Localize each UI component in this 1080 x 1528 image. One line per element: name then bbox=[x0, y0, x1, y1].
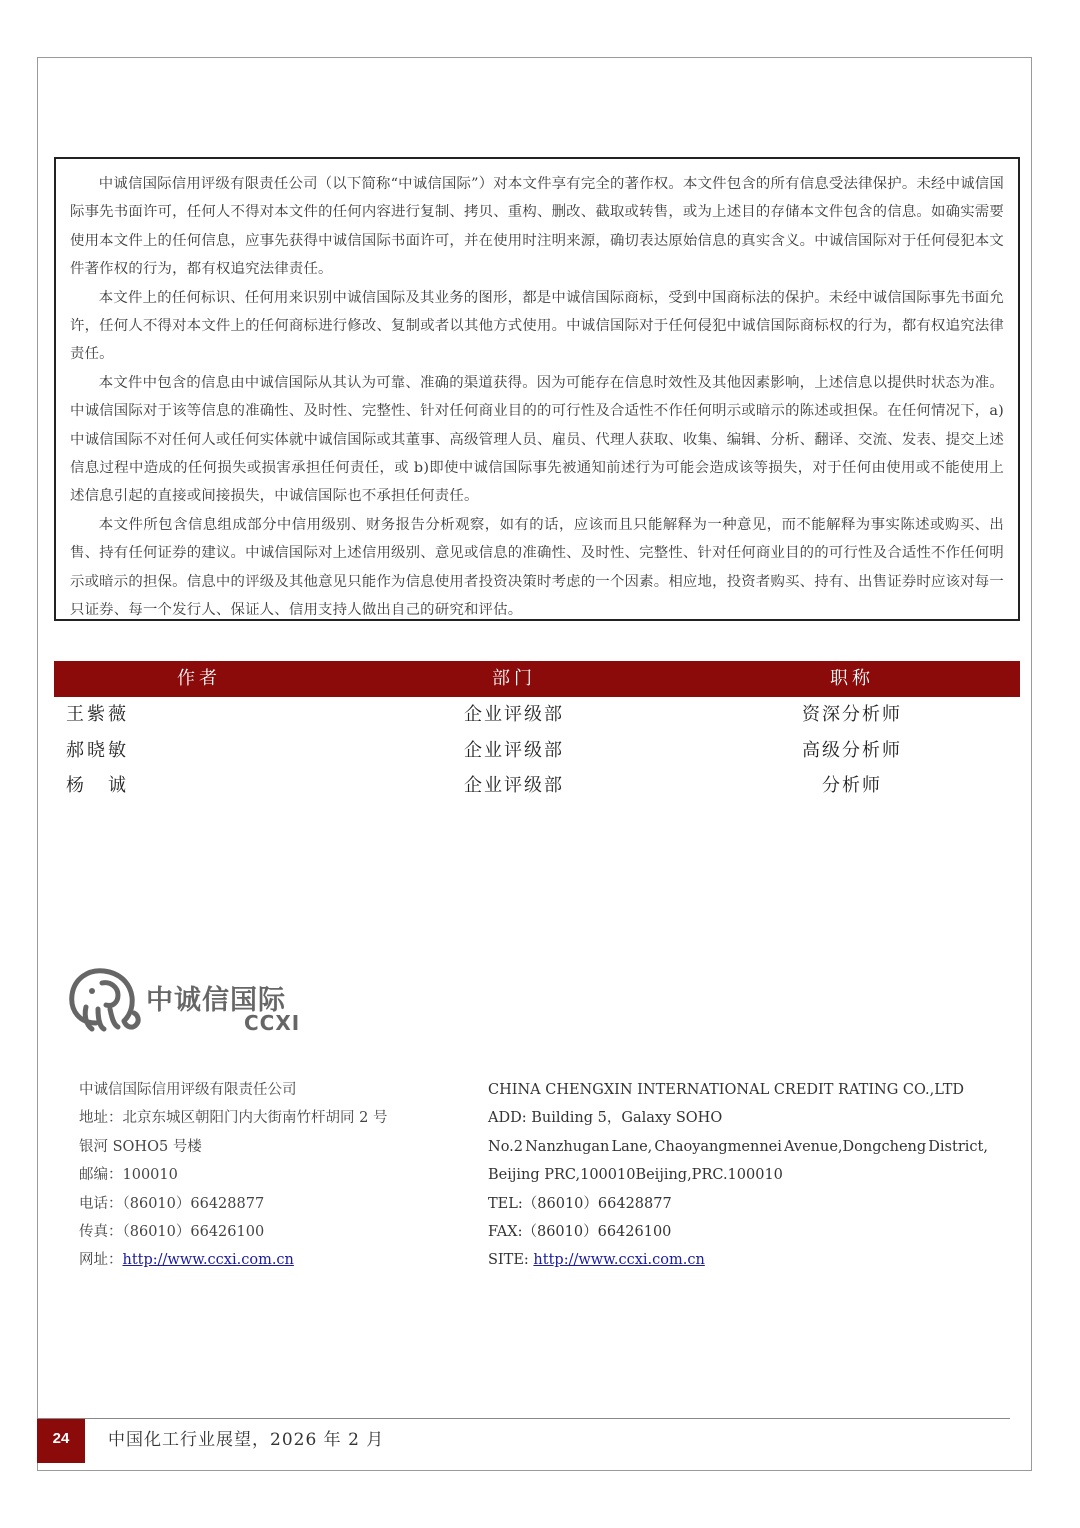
disclaimer-paragraph-2: 本文件上的任何标识、任何用来识别中诚信国际及其业务的图形，都是中诚信国际商标，受到中国商标法的保护。未经中诚信国际事先书面允许，任何人不得对本文件上的任何商标进行修改、复制或者以其他方式使用。中诚信国际对于任何侵犯中诚信国际商标权的行为，都有权追究法律责任。 bbox=[70, 289, 1004, 363]
address-cn-line2: 银河 SOHO5 号楼 bbox=[79, 1138, 202, 1155]
tel-en: TEL:（86010）66428877 bbox=[488, 1195, 672, 1212]
page-number: 24 bbox=[37, 1419, 85, 1463]
authors-table bbox=[54, 661, 1020, 804]
header-author: 作者 bbox=[177, 668, 221, 689]
site-en bbox=[488, 1246, 988, 1274]
address-word: Nanzhugan bbox=[525, 1138, 610, 1155]
postcode-cn: 邮编：100010 bbox=[79, 1167, 178, 1184]
author-department: 企业评级部 bbox=[464, 704, 564, 725]
address-word: Avenue,Dongcheng bbox=[784, 1138, 927, 1155]
address-word: Lane, bbox=[611, 1138, 653, 1155]
disclaimer-paragraph-1: 中诚信国际信用评级有限责任公司（以下简称“中诚信国际”）对本文件享有完全的著作权。本文件包含的所有信息受法律保护。未经中诚信国际事先书面许可，任何人不得对本文件的任何内容进行复制、拷贝、重构、删改、截取或转售，或为上述目的存储本文件包含的信息。如确实需要使用本文件上的任何信息，应事先获得中诚信国际书面许可，并在使用时注明来源，确切表达原始信息的真实含义。中诚信国际对于任何侵犯本文件著作权的行为，都有权追究法律责任。 bbox=[70, 176, 1004, 278]
disclaimer-paragraph-4: 本文件所包含信息组成部分中信用级别、财务报告分析观察，如有的话，应该而且只能解释为一种意见，而不能解释为事实陈述或购买、出售、持有任何证券的建议。中诚信国际对上述信用级别、意见或信息的准确性、及时性、完整性、针对任何商业目的的可行性及合适性不作任何明示或暗示的担保。信息中的评级及其他意见只能作为信息使用者投资决策时考虑的一个因素。相应地，投资者购买、持有、出售证券时应该对每一只证券、每一个发行人、保证人、信用支持人做出自己的研究和评估。 bbox=[70, 516, 1004, 619]
site-label-en: SITE: bbox=[488, 1252, 534, 1269]
contact-cn bbox=[79, 1076, 439, 1275]
author-title: 资深分析师 bbox=[802, 704, 902, 725]
author-department: 企业评级部 bbox=[464, 739, 564, 761]
address-word: No.2 bbox=[488, 1138, 523, 1155]
logo-en-text: CCXI bbox=[244, 1011, 301, 1035]
site-cn bbox=[79, 1246, 439, 1274]
company-name-en: CHINA CHENGXIN INTERNATIONAL CREDIT RATING CO.,LTD bbox=[488, 1082, 965, 1098]
site-link-cn[interactable]: http://www.ccxi.com.cn bbox=[122, 1252, 294, 1269]
address-word: Chaoyangmennei bbox=[654, 1138, 782, 1155]
address-en-line1: ADD: Building 5，Galaxy SOHO bbox=[488, 1110, 723, 1127]
site-link-en[interactable]: http://www.ccxi.com.cn bbox=[533, 1252, 705, 1269]
fax-en: FAX:（86010）66426100 bbox=[488, 1224, 672, 1241]
authors-table-header bbox=[54, 661, 1020, 697]
address-en-line2 bbox=[488, 1133, 988, 1161]
author-name: 杨 诚 bbox=[66, 775, 129, 796]
address-en-line3: Beijing PRC,100010Beijing,PRC.100010 bbox=[488, 1167, 783, 1184]
footer-divider bbox=[37, 1418, 1010, 1419]
fax-cn: 传真：（86010）66426100 bbox=[79, 1224, 265, 1241]
header-department: 部门 bbox=[492, 668, 536, 689]
author-name: 王紫薇 bbox=[66, 704, 129, 725]
disclaimer-box bbox=[54, 157, 1020, 621]
logo-cn-text: 中诚信国际 bbox=[146, 985, 286, 1016]
footer-title: 中国化工行业展望，2026 年 2 月 bbox=[108, 1430, 385, 1450]
header-title: 职称 bbox=[830, 668, 874, 689]
author-name: 郝晓敏 bbox=[66, 739, 129, 761]
contact-en bbox=[488, 1076, 988, 1275]
table-row bbox=[54, 768, 1020, 804]
author-department: 企业评级部 bbox=[464, 775, 564, 796]
disclaimer-paragraph-3: 本文件中包含的信息由中诚信国际从其认为可靠、准确的渠道获得。因为可能存在信息时效性及其他因素影响，上述信息以提供时状态为准。中诚信国际对于该等信息的准确性、及时性、完整性、针对任何商业目的的可行性及合适性不作任何明示或暗示的陈述或担保。在任何情况下，a)中诚信国际不对任何人或任何实体就中诚信国际或其董事、高级管理人员、雇员、代理人获取、收集、编辑、分析、翻译、交流、发表、提交上述信息过程中造成的任何损失或损害承担任何责任，或 b)即使中诚信国际事先被通知前述行为可能会造成该等损失，对于任何由使用或不能使用上述信息引起的直接或间接损失，中诚信国际也不承担任何责任。 bbox=[70, 374, 1004, 505]
table-row bbox=[54, 733, 1020, 769]
address-cn-line1: 地址：北京东城区朝阳门内大街南竹杆胡同 2 号 bbox=[79, 1110, 388, 1127]
author-title: 高级分析师 bbox=[802, 739, 902, 761]
author-title: 分析师 bbox=[822, 775, 882, 796]
address-word: District, bbox=[928, 1138, 988, 1155]
company-name-cn: 中诚信国际信用评级有限责任公司 bbox=[79, 1082, 297, 1098]
site-label-cn: 网址： bbox=[79, 1252, 123, 1269]
table-row bbox=[54, 697, 1020, 733]
tel-cn: 电话：（86010）66428877 bbox=[79, 1195, 265, 1212]
